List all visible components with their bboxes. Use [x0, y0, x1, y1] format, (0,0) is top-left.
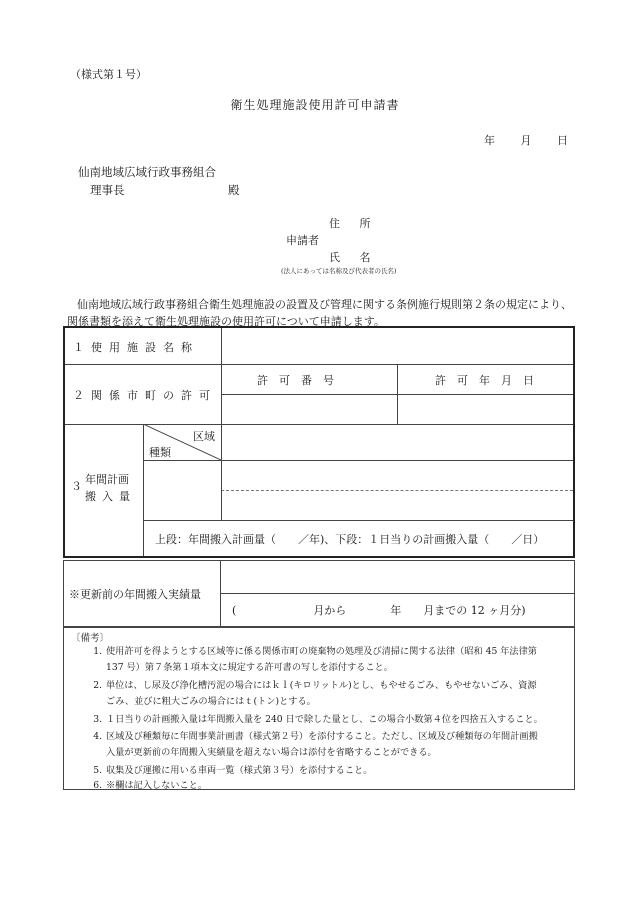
- previous-results-box: [63, 560, 575, 627]
- date-year-label: 年: [484, 134, 495, 147]
- col-divider: [397, 364, 398, 424]
- remark-text: 使用許可を得ようとする区域等に係る関係市町の廃棄物の処理及び清掃に関する法律（昭和 45 年法律第: [106, 646, 537, 657]
- remark-continuation: 入量が更新前の年間搬入実績量を超えない場合は添付を省略することができる。: [106, 747, 437, 758]
- remark-item: [86, 644, 570, 676]
- municipal-permit-label: ２関係市町の許可: [73, 389, 217, 402]
- addressee-org: 仙南地域広域行政事務組合: [78, 165, 216, 179]
- remark-continuation: ごみ、並びに粗大ごみの場合にはｔ(トン)とする。: [106, 696, 316, 707]
- amount-footnote: 上段：年間搬入計画量（ ／年)、下段：１日当りの計画搬入量（ ／日）: [155, 533, 545, 546]
- application-table: [63, 326, 575, 558]
- date-line: [462, 132, 568, 148]
- page-title: 衛生処理施設使用許可申請書: [230, 98, 400, 112]
- annual-plan-label-1: 年間計画: [85, 473, 129, 486]
- row-divider: [65, 424, 573, 425]
- remark-number: 1.: [93, 646, 102, 657]
- row-divider: [220, 593, 575, 594]
- corporate-note: (法人にあっては名称及び代表者の氏名): [281, 267, 397, 275]
- col-divider: [221, 328, 222, 520]
- col-divider: [220, 561, 221, 626]
- row-divider: [65, 364, 573, 365]
- form-number: （様式第１号）: [70, 68, 147, 81]
- annual-plan-number: ３: [71, 480, 82, 493]
- dashed-divider: [221, 490, 573, 491]
- remark-number: 3.: [93, 714, 102, 725]
- remark-continuation: 137 号）第７条第１項本文に規定する許可書の写しを添付すること。: [106, 662, 393, 673]
- applicant-label: 申請者: [286, 234, 319, 247]
- remarks-box: [63, 627, 575, 790]
- remark-text: ※欄は記入しないこと。: [106, 780, 208, 791]
- facility-name-label: １使用施設名称: [73, 341, 199, 354]
- name-label: 氏 名: [329, 251, 379, 264]
- type-label: 種類: [149, 446, 171, 459]
- date-month-label: 月: [520, 134, 532, 147]
- previous-results-label: ※更新前の年間搬入実績量: [69, 588, 201, 601]
- row-divider: [143, 460, 573, 461]
- remark-item: [86, 712, 570, 728]
- intro-paragraph: 仙南地域広域行政事務組合衛生処理施設の設置及び管理に関する条例施行規則第２条の規定により、関係書類を添えて衛生処理施設の使用許可について申請します。: [67, 298, 572, 328]
- remark-number: 2.: [93, 680, 102, 691]
- remark-number: 6.: [93, 780, 102, 791]
- honorific: 殿: [228, 183, 240, 197]
- remark-text: １日当りの計画搬入量は年間搬入量を 240 日で除した量とし、この場合小数第４位を四捨五入すること。: [106, 714, 543, 725]
- permit-date-header: 許 可 年 月 日: [435, 374, 534, 387]
- period-text: ( 月から 年 月までの 12 ヶ月分): [232, 604, 526, 617]
- annual-plan-label-2: 搬入量: [85, 490, 136, 503]
- remark-text: 区域及び種類毎に年間事業計画書（様式第２号）を添付すること。ただし、区域及び種類毎の年間計画搬: [106, 731, 538, 742]
- remark-item: [86, 763, 570, 779]
- remark-number: 5.: [93, 765, 102, 776]
- area-label: 区域: [193, 430, 215, 443]
- remark-text: 単位は、し尿及び浄化槽汚泥の場合にはｋｌ(キロリットル)とし、もやせるごみ、もやせないごみ、資源: [106, 680, 537, 691]
- remark-item: [86, 778, 570, 794]
- remark-item: [86, 729, 570, 761]
- address-label: 住 所: [329, 217, 379, 230]
- row-divider: [143, 520, 573, 521]
- addressee-title: 理事長: [90, 183, 125, 197]
- remark-number: 4.: [93, 731, 102, 742]
- remarks-title: 〔備考〕: [71, 633, 110, 644]
- permit-number-header: 許 可 番 号: [257, 374, 334, 387]
- remark-text: 収集及び運搬に用いる車両一覧（様式第３号）を添付すること。: [106, 765, 373, 776]
- remark-item: [86, 678, 570, 710]
- date-day-label: 日: [557, 134, 568, 147]
